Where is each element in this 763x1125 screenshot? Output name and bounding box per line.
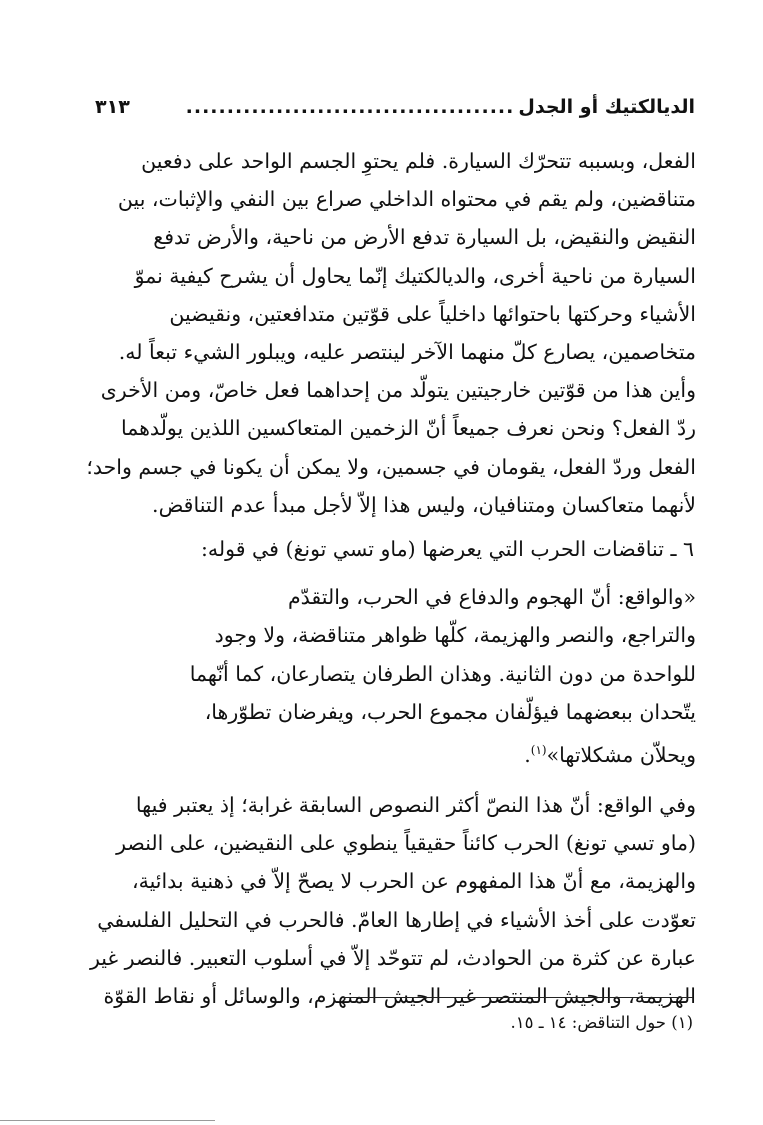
text-line: ٦ ـ تناقضات الحرب التي يعرضها (ماو تسي تونغ) في قوله: [201, 537, 694, 562]
text-line: والهزيمة، مع أنّ هذا المفهوم عن الحرب لا يصحّ إلاّ في ذهنية بدائية، [131, 869, 696, 894]
page-number: ٣١٣ [95, 96, 130, 118]
footnote: (١) حول التناقض: ١٤ ـ ١٥. [510, 1013, 693, 1032]
text-line: وفي الواقع: أنّ هذا النصّ أكثر النصوص السابقة غرابة؛ إذ يعتبر فيها [135, 793, 696, 818]
running-header [95, 84, 695, 118]
numbered-item-6 [62, 530, 696, 568]
quote-line: للواحدة من دون الثانية. وهذان الطرفان يتصارعان، كما أنّهما [189, 661, 696, 686]
text-line: عبارة عن كثرة من الحوادث، لم تتوحّد إلاّ في أسلوب التعبير. فالنصر غير [89, 945, 696, 970]
text-line: ردّ الفعل؟ ونحن نعرف جميعاً أنّ الزخمين المتعاكسين اللذين يولّدهما [120, 416, 696, 441]
body-text [62, 142, 696, 1015]
text-line: (ماو تسي تونغ) الحرب كائناً حقيقياً ينطوي على النقيضين، على النصر [116, 831, 696, 856]
text-line: وأين هذا من قوّتين خارجيتين يتولّد من إحداهما فعل خاصّ، ومن الأخرى [100, 378, 696, 403]
footnote-divider [343, 997, 693, 998]
text-line: الفعل وردّ الفعل، يقومان في جسمين، ولا يمكن أن يكونا في جسم واحد؛ [86, 454, 696, 479]
quote-line: يتّحدان ببعضهما فيؤلّفان مجموع الحرب، ويفرضان تطوّرها، [204, 699, 696, 724]
block-quote [62, 578, 696, 774]
paragraph-1 [62, 142, 696, 524]
quote-line [62, 731, 696, 774]
page-edge-line [0, 1120, 215, 1121]
footnote-ref[interactable]: (١) [530, 743, 547, 758]
text-line: النقيض والنقيض، بل السيارة تدفع الأرض من ناحية، والأرض تدفع [153, 225, 696, 250]
quote-line: والتراجع، والنصر والهزيمة، كلّها ظواهر متناقضة، ولا وجود [214, 623, 696, 648]
text-line: متخاصمين، يصارع كلّ منهما الآخر لينتصر عليه، ويبلور الشيء تبعاً له. [118, 340, 696, 365]
quote-line: «والواقع: أنّ الهجوم والدفاع في الحرب، والتقدّم [287, 585, 696, 610]
text-line: السيارة من ناحية أخرى، والديالكتيك إنّما يحاول أن يشرح كيفية نموّ [134, 263, 696, 288]
quote-last-text: ويحلاّن مشكلاتها» [546, 742, 696, 767]
text-line: الهزيمة، والجيش المنتصر غير الجيش المنهزم، والوسائل أو نقاط القوّة [103, 984, 696, 1009]
leader-dots: ........................................ [185, 96, 515, 118]
paragraph-3 [62, 786, 696, 1015]
text-line: لأنهما متعاكسان ومتنافيان، وليس هذا إلاّ لأجل مبدأ عدم التناقض. [152, 492, 696, 517]
text-line: تعوّدت على أخذ الأشياء في إطارها العامّ. فالحرب في التحليل الفلسفي [97, 907, 696, 932]
quote-end-mark: . [524, 742, 531, 767]
text-line: الأشياء وحركتها باحتوائها داخلياً على قوّتين متدافعتين، ونقيضين [169, 301, 696, 326]
chapter-title: الديالكتيك أو الجدل [518, 96, 695, 118]
text-line: الفعل، وبسببه تتحرّك السيارة. فلم يحتوِ الجسم الواحد على دفعين [141, 149, 696, 173]
text-line: متناقضين، ولم يقم في محتواه الداخلي صراع بين النفي والإثبات، بين [117, 187, 696, 212]
